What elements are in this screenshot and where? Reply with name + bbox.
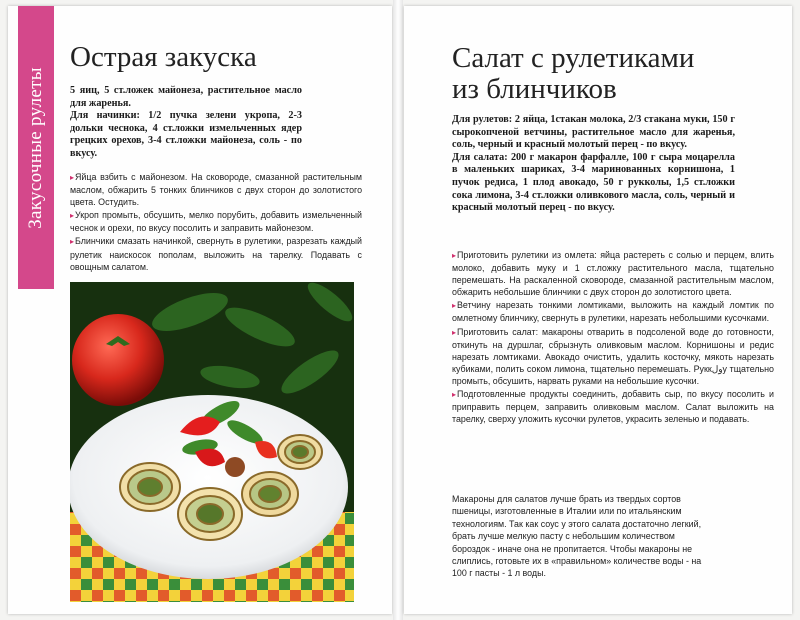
left-page [8,6,392,614]
bullet-icon: ▸ [70,237,75,247]
step [70,209,362,234]
recipe-title: Острая закуска [70,41,257,73]
ingredients-filling: Для начинки: 1/2 пучка зелени укропа, 2-3 дольки чеснока, 4 ст.ложки измельченных ядер грецких орехов, 3-4 ст.ложки майонеза, соль - по вкусу. [70,110,302,159]
section-tab [18,6,54,289]
step [452,249,774,298]
title-line: Салат с рулетиками [452,42,695,74]
ingredients-block [452,114,735,215]
step [70,235,362,272]
bullet-icon: ▸ [452,327,457,337]
bullet-icon: ▸ [70,173,75,182]
step-text: Приготовить рулетики из омлета: яйца растереть с солью и перцем, влить молоко, добавить муку и 1 ст.ложку растительного масла, тщательно перемешать. На раскаленной сковороде, смазанной растительным маслом, обжарить небольшие блинчики с двух сторон до золотистого цвета. [452,250,774,298]
ingredients-block [70,85,302,161]
step [452,388,774,425]
tomato-icon [72,314,164,406]
book-spine [393,0,403,620]
cooking-tip: Макароны для салатов лучше брать из твердых сортов пшеницы, изготовленные в Италии или по итальянским технологиям. Так как соус у этого салата достаточно легкий, брать лучше мелкую пасту с небольшим количеством бороздок - иначе она не пропитается. Чтобы макароны не слиплись, готовьте их в «правильном» количестве воды - на 100 г пасты - 1 л воды. [452,494,702,579]
section-tab-label: Закусочные рулеты [25,66,46,229]
step-text: Ветчину нарезать тонкими ломтиками, выложить на каждый ломтик по омлетному блинчику, свернуть в рулетики, нарезать небольшими кусочками. [452,300,774,324]
bullet-icon: ▸ [452,301,457,311]
ingredients-rolls: Для рулетов: 2 яйца, 1стакан молока, 2/3 стакана муки, 150 г сырокопченой ветчины, растительное масло для жаренья, соль, черный и красный молотый перец - по вкусу. [452,114,735,151]
step-text: Укроп промыть, обсушить, мелко порубить, добавить измельченный чеснок и орехи, по вкусу посолить и заправить майонезом. [70,210,362,234]
step [452,326,774,387]
step-text: Яйца взбить с майонезом. На сковороде, смазанной растительным маслом, обжарить 5 тонких блинчиков с двух сторон до золотистого цвета. Остудить. [70,172,362,208]
step [452,299,774,324]
bullet-icon: ▸ [70,211,75,221]
step-text: Приготовить салат: макароны отварить в подсоленой воде до готовности, откинуть на дуршлаг, сбрызнуть оливковым маслом. Корнишоны и редис нарезать ломтиками. Авокадо очистить, удалить косточку, мякоть нарезать кубиками, полить соком лимона, тщательно перемешать. Руккولу тщательно промыть, обсушить, нарвать руками на небольшие кусочки. [452,326,774,386]
step-text: Блинчики смазать начинкой, свернуть в рулетики, разрезать каждый рулетик наискосок пополам, выложить на тарелку. Подавать с овощным салатом. [70,236,362,272]
steps-block [452,249,774,426]
ingredients-salad: Для салата: 200 г макарон фарфалле, 100 г сыра моцарелла в маленьких шариках, 3-4 маринованных корнишона, 1 пучок редиса, 1 плод авокадо, 50 г рукколы, 1,5 ст.ложки сока лимона, 3-4 ст.ложки оливкового масла, соль, черный и красный молотый перец - по вкусу. [452,151,735,214]
title-line: из блинчиков [452,72,617,105]
step [70,171,362,208]
right-page [404,6,792,614]
bullet-icon: ▸ [452,251,457,260]
dish-photo [70,282,354,602]
ingredients-main: 5 яиц, 5 ст.ложек майонеза, растительное масло для жаренья. [70,85,302,109]
bullet-icon: ▸ [452,390,457,400]
step-text: Подготовленные продукты соединить, добавить сыр, по вкусу посолить и приправить перцем, заправить оливковым маслом. Салат выложить на тарелку, сверху уложить кусочки рулетов, украсить зеленью и подавать. [452,389,774,425]
steps-block [70,171,362,274]
recipe-title [452,43,762,104]
dish-illustration [70,282,354,602]
